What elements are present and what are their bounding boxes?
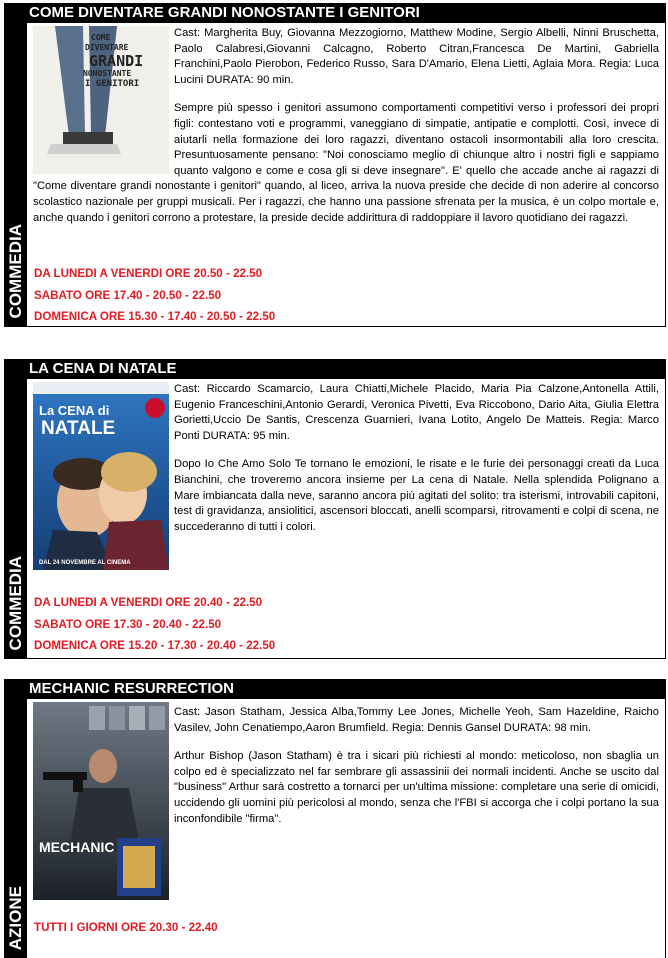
genre-strip <box>5 699 27 958</box>
cast-text: Cast: Jason Statham, Jessica Alba,Tommy Lee Jones, Michelle Yeoh, Sam Hazeldine, Raicho Vasilev, John Cenatiempo,Aaron Brumfield. Regia: Dennis Gansel DURATA: 98 min. <box>174 706 659 734</box>
poster-text: MECHANIC <box>39 839 115 855</box>
showtime-line: DOMENICA ORE 15.20 - 17.30 - 20.40 - 22.50 <box>34 639 276 652</box>
plot-text: Dopo Io Che Amo Solo Te tornano le emozioni, le risate e le furie dei personaggi creati da Luca Bianchini, che troveremo ancora insieme per La cena di Natale. Nella splendida Polignano a Mare imbiancata dalla neve, saranno ancora più agitati del solito: tra isterismi, introvabili capitoni, test di gravidanza, ansiolitici, ascensori bloccati, anelli scomparsi, ritrovamenti e colpi di scena, ne succederanno di tutti i colori. <box>174 458 659 533</box>
showtimes <box>34 592 275 657</box>
plot-text: Arthur Bishop (Jason Statham) è tra i sicari più richiesti al mondo: meticoloso, non sbaglia un colpo ed è specializzato nel far sembrare gli assassinii dei normali incidenti. Anche se uscito dal "business" Arthur sarà costretto a tornarci per un'ultima missione: completare una serie di omicidi, uccidendo gli uomini più pericolosi al mondo, senza che l'FBI si accorga che i colpi portano la sua inconfondibile "firma". <box>174 750 659 825</box>
genre-strip <box>5 379 27 658</box>
movie-title: MECHANIC RESURRECTION <box>5 679 665 699</box>
poster-text: COME <box>91 33 111 42</box>
poster-text: DIVENTARE <box>85 43 129 52</box>
showtime-line: DOMENICA ORE 15.30 - 17.40 - 20.50 - 22.50 <box>34 310 276 323</box>
genre-label: AZIONE <box>6 885 25 950</box>
poster-text: La CENA di <box>39 403 110 418</box>
showtime-line: SABATO ORE 17.40 - 20.50 - 22.50 <box>34 288 222 302</box>
movie-card-la-cena-di-natale <box>4 359 666 659</box>
movie-description <box>33 26 659 226</box>
poster-text: NATALE <box>41 418 116 439</box>
showtime-line: DA LUNEDI A VENERDI ORE 20.50 - 22.50 <box>34 267 263 280</box>
cast-text: Cast: Riccardo Scamarcio, Laura Chiatti,Michele Placido, Maria Pia Calzone,Antonella Attili, Eugenio Franceschini,Antonio Gerardi, Veronica Pivetti, Eva Riccobono, Dario Aita, Giulia Elettra Gorietti,Uccio De Santis, Crescenza Guarnieri, Ivana Lotito, Angelo De Matteis. Regia: Marco Ponti DURATA: 95 min. <box>174 383 659 442</box>
movie-description <box>33 382 659 574</box>
genre-label: COMMEDIA <box>6 223 25 318</box>
genre-strip <box>5 23 27 326</box>
movie-title: COME DIVENTARE GRANDI NONOSTANTE I GENITORI <box>5 3 665 23</box>
plot-text: Sempre più spesso i genitori assumono comportamenti competitivi verso i professori dei propri figli: contestano voti e programmi, vaneggiano di simpatie, antipatie e complotti. Così, invece di aiutarli nella formazione dei loro ragazzi, diventano ostacoli insormontabili alla loro crescita. Presuntuosamente pensano: "Noi conosciamo meglio di chiunque altro i nostri figli e sappiamo quanto valgono e come e cosa gli si deve insegnare". E' quello che accade anche ai ragazzi di "Come diventare grandi nonostante i genitori" quando, al liceo, arriva la nuova preside che decide di non aderire al concorso scolastico nazionale per gruppi musicali. Per i ragazzi, che hanno una passione sfrenata per la musica, è un colpo mortale e, anche quando i genitori corrono a protestare, la preside decide addirittura di raddoppiare il lavoro quotidiano dei ragazzi. <box>33 102 659 224</box>
movie-description <box>33 705 659 905</box>
showtime-line: TUTTI I GIORNI ORE 20.30 - 22.40 <box>34 921 218 934</box>
genre-label: COMMEDIA <box>6 555 25 650</box>
movie-card-come-diventare-grandi <box>4 3 666 327</box>
showtime-line: DA LUNEDI A VENERDI ORE 20.40 - 22.50 <box>34 596 263 609</box>
showtime-line: SABATO ORE 17.30 - 20.40 - 22.50 <box>34 617 222 631</box>
poster-text: I GENITORI <box>85 79 140 89</box>
movie-card-mechanic-resurrection <box>4 679 666 958</box>
poster-text: NONOSTANTE <box>83 69 132 78</box>
cast-text: Cast: Margherita Buy, Giovanna Mezzogiorno, Matthew Modine, Sergio Albelli, Ninni Bruschetta, Paolo Calabresi,Giovanni Calcagno, Roberto Citran,Francesca De Martini, Gabriella Franchini,Paolo Pierobon, Federico Russo, Sara D'Amario, Elena Lietti, Aglaia Mora. Regia: Luca Lucini DURATA: 90 min. <box>174 27 659 86</box>
showtimes <box>34 917 218 939</box>
showtimes <box>34 263 275 328</box>
movie-title: LA CENA DI NATALE <box>5 359 665 379</box>
poster-text: DAL 24 NOVEMBRE AL CINEMA <box>39 560 131 566</box>
poster-text: GRANDI <box>89 52 144 70</box>
